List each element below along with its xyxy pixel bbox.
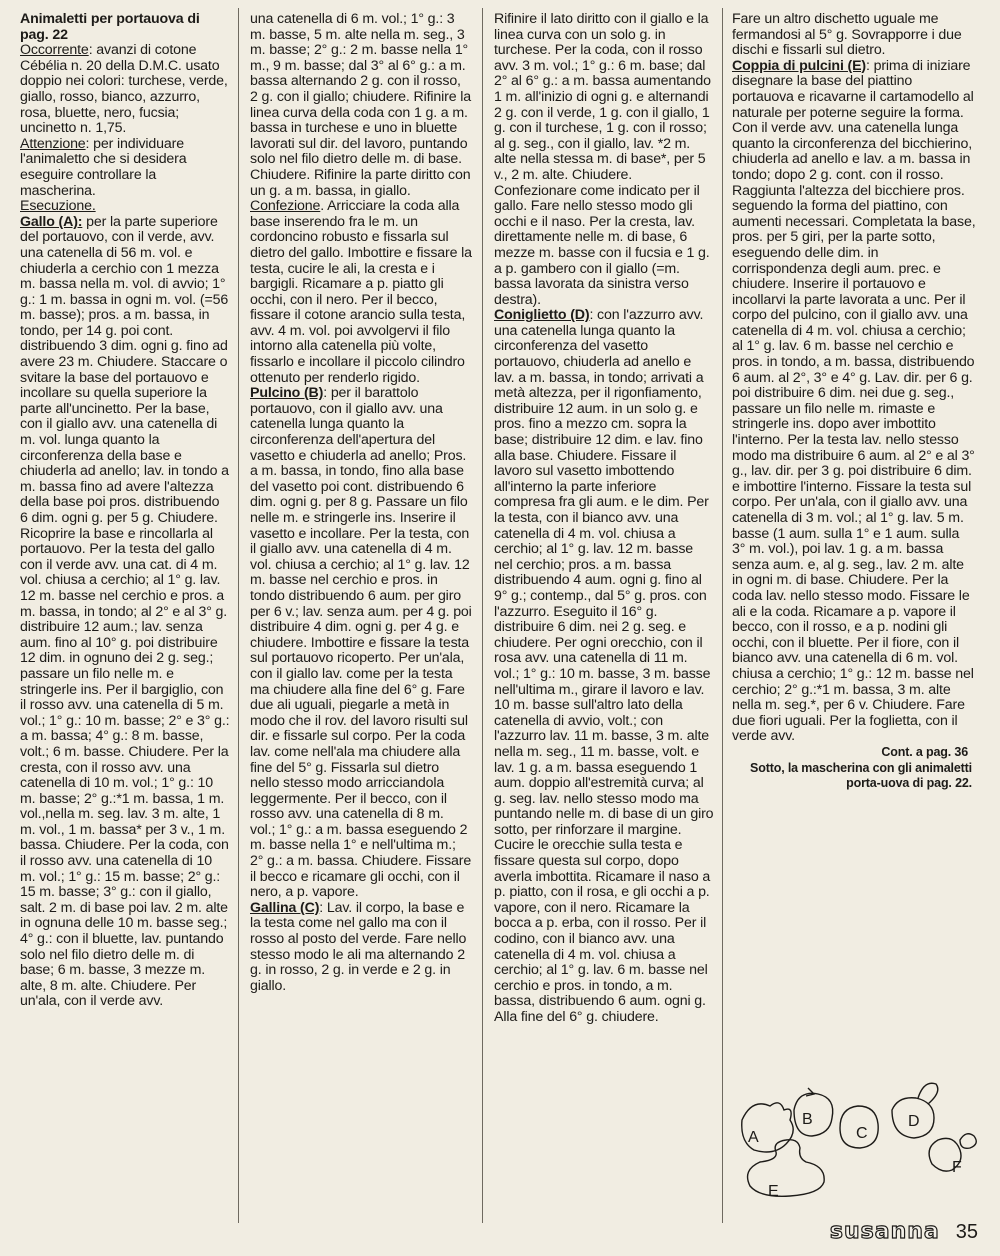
page-number: 35 bbox=[955, 1221, 978, 1243]
coniglietto-paragraph bbox=[494, 308, 714, 1025]
attenzione-paragraph bbox=[20, 137, 230, 199]
esecuzione-label: Esecuzione. bbox=[20, 198, 96, 215]
attenzione-label: Attenzione bbox=[20, 135, 86, 152]
label-a: A bbox=[748, 1129, 759, 1146]
attenzione-text: : per individuare l'animaletto che si desidera eseguire controllare la mascherina. bbox=[20, 135, 187, 199]
gallo-text: per la parte superiore del portauovo, con il verde, avv. una catenella di 56 m. vol. e chiuderla a cerchio con 1 mezza m. bassa nella m. vol. di avvio; 1° g.: 1 m. bassa in ogni m. vol. (=56 m. basse); pros. a m. bassa, in tondo, per 14 g. poi cont. distribuendo 3 dim. ogni g. fino ad avere 23 m. Chiudere. Staccare o svitare la base del portauovo e incollare su quella superiore la parte all'uncinetto. Per la base, con il giallo avv. una catenella di m. vol. lunga quanto la circonferenza della base e chiuderla ad anello; lav. in tondo a m. bassa fino ad avere l'altezza della base poi pros. distribuendo 6 dim. ogni g. per 5 g. Chiudere. Ricoprire la base e rincollarla al portauovo. Per la testa del gallo con il verde avv. una cat. di 4 m. vol. chiusa a cerchio; al 1° g. lav. 12 m. basse nel cerchio e pros. a m. bassa, in tondo; al 2° e al 3° g. distribuire 12 aum.; lav. senza aum. fino al 10° g. poi distribuire 12 dim. in ognuno dei 2 g. seg.; passare un filo nelle m. e stringerle ins. Per il bargiglio, con il rosso avv. una catenella di 5 m. vol.; 1° g.: 10 m. basse; 2° e 3° g.: a m. bassa; 4° g.: 8 m. basse, volt.; 6 m. basse. Chiudere. Per la cresta, con il rosso avv. una catenella di 10 m. vol.; 1° g.: 10 m. basse; 2° g.:*1 m. bassa, 1 m. vol.,nella m. seg. lav. 3 m. alte, 1 m. vol., 1 m. bassa* per 3 v., 1 m. bassa. Chiudere. Per la coda, con il rosso avv. una catenella di 10 m. vol.; 1° g.: 15 m. basse; 2° g.: 15 m. basse; 3° g.: con il giallo, salt. 2 m. di base poi lav. 2 m. alte in ognuna delle 10 m. basse seg.; 4° g.: con il bluette, lav. puntando solo nel filo dietro delle m. di base; 6 m. basse, 3 mezze m. alte, 8 m. alte. Chiudere. Per un'ala, con il verde avv. bbox=[20, 213, 230, 1010]
coppia-text: : prima di iniziare disegnare la base del piattino portauova e ricavarne il cartamodello al naturale per poterne seguire la forma. Con il verde avv. una catenella lunga quanto la circonferenza del bicchierino, chiuderla ad anello e lav. a m. bassa in tondo; dopo 2 g. cont. con il rosso. Raggiunta l'altezza del bicchiere pros. seguendo la forma del piattino, con aumenti necessari. Completata la base, pros. per 5 giri, per la parte sotto, eseguendo delle dim. in corrispondenza degli aum. prec. e chiudere. Inserire il portauovo e incollarvi la parte lavorata a unc. Per il corpo del pulcino, con il giallo avv. una catenella di 4 m. vol. chiusa a cerchio; al 1° g. lav. 6 m. basse nel cerchio e pros. in tondo, a m. bassa, distribuendo 6 aum. al 2°, 3° e 4° g. Lav. dir. per 6 g. poi distribuire 6 dim. nei due g. seg., passare un filo nelle m. rimaste e stringerle ins. dopo aver imbottito l'interno. Per la testa lav. nello stesso modo ma distribuire 6 aum. al 2° e al 3° g., lav. dir. per 3 g. poi distribuire 6 dim. e imbottire l'interno. Fissare la testa sul corpo. Per un'ala, con il giallo avv. una catenella di 3 m. vol.; al 1° g. lav. 5 m. basse (1 aum. sulla 1° e 1 aum. sulla 3° m. vol.), poi lav. 1 g. a m. bassa senza aum. e, al g. seg., lav. 2 m. alte in ogni m. di base. Chiudere. Per la coda lav. nello stesso modo. Fissare le ali e la coda. Ricamare a p. vapore il becco, con il rosso, e a p. nodini gli occhi, con il bluette. Per il fiore, con il bianco avv. una catenella di 6 m. vol. chiusa a cerchio; 1° g.: 12 m. basse nel cerchio; 2° g.:*1 m. bassa, 3 m. alte nella m. seg.*, per 6 v. Chiudere. Fare due fiori uguali. Per la foglietta, con il verde avv. bbox=[732, 57, 976, 745]
coniglietto-continuation: Fare un altro dischetto uguale me fermandosi al 5° g. Sovrapporre i due dischi e fissarli sul dietro. bbox=[732, 11, 962, 59]
chicks-pair-outline bbox=[748, 1140, 825, 1197]
flower-outline bbox=[960, 1134, 976, 1149]
label-c: C bbox=[856, 1125, 868, 1142]
coniglietto-label: Coniglietto (D) bbox=[494, 307, 590, 324]
coppia-paragraph bbox=[732, 59, 976, 745]
gallo-paragraph bbox=[20, 215, 230, 1010]
column-1 bbox=[20, 12, 230, 1010]
label-f: F bbox=[952, 1159, 962, 1176]
column-divider bbox=[482, 8, 483, 1223]
gallina-paragraph bbox=[250, 901, 472, 995]
column-2 bbox=[250, 12, 472, 994]
bunny-ears bbox=[918, 1083, 938, 1104]
column-4 bbox=[732, 12, 976, 791]
coniglietto-text: : con l'azzurro avv. una catenella lunga quanto la circonferenza del vasetto portauovo, chiuderla ad anello e lav. a m. bassa, in tondo; arrivati a metà altezza, per il rigonfiamento, distribuire 12 aum. in un solo g. e pros. fino a mezzo cm. sopra la base; distribuire 12 dim. e lav. fino alla base. Chiudere. Fissare il lavoro sul vasetto imbottendo all'interno la parte inferiore compresa fra gli aum. e le dim. Per la testa, con il bianco avv. una catenella di 4 m. vol. chiusa a cerchio; al 1° g. lav. 12 m. basse nel cerchio; pros. a m. bassa distribuendo 4 aum. ogni g. fino al 9° g.; contemp., dal 5° g. pros. con l'azzurro. Eseguito il 16° g. distribuire 6 dim. nei 2 g. seg. e chiudere. Per ogni orecchio, con il rosa avv. una catenella di 11 m. vol.; 1° g.: 10 m. basse, 3 m. basse nell'ultima m., girare il lavoro e lav. 10 m. basse sull'altro lato della catenella di avvio, volt.; con l'azzurro lav. 11 m. basse, 3 m. alte nella m. seg., 11 m. basse, volt. e lav. 1 g. a m. bassa eseguendo 1 aum. doppio all'estremità curva; al g. seg. lav. nello stesso modo ma puntando nelle m. di base di un giro sotto, per rinforzare il margine. Cucire le orecchie sulla testa e fissare questa sul corpo, dopo averla imbottita. Ricamare il naso a p. piatto, con il rosa, e gli occhi a p. vapore, con il nero. Ricamare la bocca a p. erba, con il rosso. Per il codino, con il bianco avv. una catenella di 4 m. vol. chiusa a cerchio; al 1° g. lav. 6 m. basse nel cerchio e pros. in tondo, a m. bassa, distribuendo 6 aum. ogni g. Alla fine del 6° g. chiudere. bbox=[494, 307, 714, 1025]
gallina-text: : Lav. il corpo, la base e la testa come nel gallo ma con il rosso al posto del verde. Fare nello stesso modo le ali ma alternando 2 g. in rosso, 2 g. in verde e 2 g. in giallo. bbox=[250, 899, 467, 994]
label-d: D bbox=[908, 1113, 920, 1130]
column-divider bbox=[238, 8, 239, 1223]
confezione-paragraph bbox=[250, 199, 472, 386]
coppia-label: Coppia di pulcini (E) bbox=[732, 57, 866, 74]
gallo-label: Gallo (A): bbox=[20, 213, 83, 230]
magazine-brand: susanna bbox=[829, 1219, 940, 1244]
occorrente-text: : avanzi di cotone Cébélia n. 20 della D.M.C. usato doppio nei colori: turchese, verde, giallo, rosso, bianco, azzurro, rosa, bluette, nero, fucsia; uncinetto n. 1,75. bbox=[20, 42, 228, 137]
page-footer bbox=[830, 1219, 978, 1244]
chick-beak bbox=[806, 1088, 814, 1096]
confezione-label: Confezione bbox=[250, 198, 321, 215]
image-caption: Sotto, la mascherina con gli animaletti porta-uova di pag. 22. bbox=[750, 760, 972, 790]
occorrente-label: Occorrente bbox=[20, 42, 89, 59]
chick-outline bbox=[794, 1093, 833, 1136]
label-e: E bbox=[768, 1183, 779, 1200]
gallo-continuation: una catenella di 6 m. vol.; 1° g.: 3 m. basse, 5 m. alte nella m. seg., 3 m. basse; 2° g.: 2 m. basse nella 1° m., 9 m. basse; dal 3° al 6° g.: a m. bassa alternando 2 g. con il rosso, 2 g. con il giallo; chiudere. Rifinire la linea curva della coda con 1 g. a m. bassa in turchese e uno in bluette lavorati sul dir. del lavoro, puntando solo nel filo dietro delle m. di base. Chiudere. Rifinire la parte diritto con un g. a m. bassa, in giallo. bbox=[250, 11, 471, 199]
column-divider bbox=[722, 8, 723, 1223]
confezione-text: . Arricciare la coda alla base inserendo fra le m. un cordoncino robusto e fissarla sul dietro del gallo. Imbottire e fissare la testa, cucire le ali, la cresta e i bargigli. Ricamare a p. piatto gli occhi, con il nero. Per il becco, fissare il cotone arancio sulla testa, avv. 4 m. vol. poi avvolgervi il filo intorno alla catenella più volte, fissarlo e incollare il piccolo cilindro ottenuto per renderlo rigido. bbox=[250, 198, 472, 386]
pulcino-text: : per il barattolo portauovo, con il giallo avv. una catenella lunga quanto la circonferenza dell'apertura del vasetto e chiuderla ad anello; Pros. a m. bassa, in tondo, fino alla base del vasetto poi cont. distribuendo 6 dim. ogni g. per 8 g. Passare un filo nelle m. e stringerle ins. Inserire il vasetto e incollare. Per la testa, con il giallo avv. una catenella di 4 m. vol. chiusa a cerchio; al 1° g. lav. 12 m. basse nel cerchio e pros. in tondo distribuendo 6 aum. per giro per 6 v.; lav. senza aum. per 4 g. poi distribuire 4 dim. ogni g. per 4 g. e chiudere. Imbottire e fissare la testa sul portauovo ricoperto. Per un'ala, con il giallo lav. come per la testa ma chiudere alla fine del 6° g. Fare due ali uguali, piegarle a metà in modo che il rov. del lavoro risulti sul dir. e fissarle sul corpo. Per la coda lav. come nell'ala ma chiudere alla fine del 5° g. Fissarla sul dietro nello stesso modo arricciandola leggermente. Per il becco, con il rosso avv. una catenella di 8 m. vol.; 1° g.: a m. bassa eseguendo 2 m. basse nella 1° e nell'ultima m.; 2° g.: a m. bassa. Chiudere. Fissare il becco e ricamare gli occhi, con il nero, a p. vapore. bbox=[250, 385, 472, 901]
continued-note: Cont. a pag. 36 bbox=[881, 744, 968, 759]
label-b: B bbox=[802, 1111, 813, 1128]
gallina-label: Gallina (C) bbox=[250, 899, 320, 916]
column-3 bbox=[494, 12, 714, 1026]
pulcino-label: Pulcino (B) bbox=[250, 385, 324, 402]
article-title: Animaletti per portauova di pag. 22 bbox=[20, 11, 200, 43]
pulcino-paragraph bbox=[250, 386, 472, 901]
gallina-continuation: Rifinire il lato diritto con il giallo e la linea curva con un solo g. in turchese. Per la coda, con il rosso avv. 3 m. vol.; 1° g.: 6 m. base; dal 2° al 6° g.: a m. bassa aumentando 1 m. all'inizio di ogni g. e alternandi 2 g. con il verde, 1 g. con il giallo, 1 g. con il turchese, 1 g. con il rosso; al g. seg., con il giallo, lav. *2 m. alte nella stessa m. di base*, per 5 v., 2 m. alte. Chiudere. Confezionare come indicato per il gallo. Fare nello stesso modo gli occhi e il naso. Per la cresta, lav. direttamente nelle m. di base, 6 mezze m. basse con il fucsia e 1 g. a p. gambero con il giallo (=m. bassa lavorata da sinistra verso destra). bbox=[494, 11, 711, 308]
mascherina-illustration bbox=[732, 1080, 982, 1210]
occorrente-paragraph bbox=[20, 43, 230, 137]
